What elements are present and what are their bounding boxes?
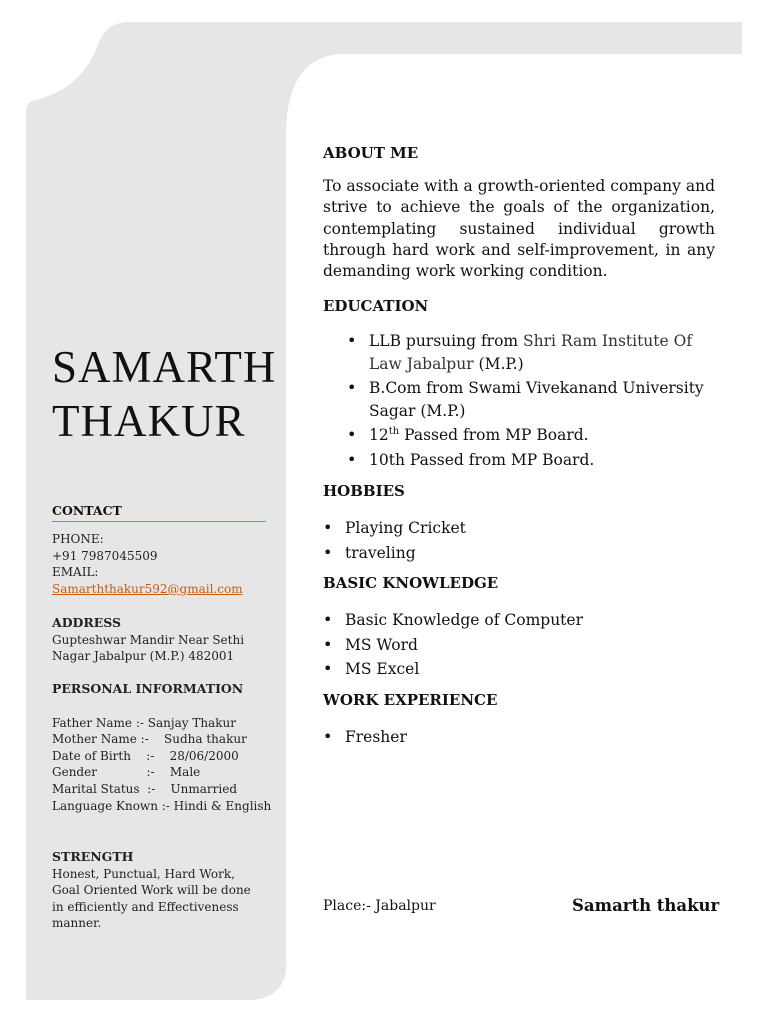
address-line-1: Gupteshwar Mandir Near Sethi (52, 632, 245, 647)
education-heading: EDUCATION (323, 297, 429, 315)
personal-info-value: Male (169, 765, 201, 780)
name-line-2: THAKUR (52, 396, 246, 446)
personal-info-key: Gender (52, 765, 147, 780)
phone-label: PHONE: (52, 532, 104, 546)
phone-value: +91 7987045509 (52, 548, 158, 563)
address-line-2: Nagar Jabalpur (M.P.) 482001 (52, 649, 235, 664)
hobbies-heading: HOBBIES (323, 482, 405, 500)
personal-info-key: Mother Name (52, 732, 141, 747)
personal-info-sep: :- (147, 781, 171, 796)
personal-info-sep: :- (161, 798, 174, 813)
knowledge-list (345, 608, 715, 682)
hobby-item: • traveling (345, 541, 715, 566)
personal-info-row (52, 715, 267, 732)
personal-info-value: 28/06/2000 (169, 748, 239, 763)
experience-list (345, 725, 715, 750)
personal-info-sep: :- (135, 715, 148, 730)
strength-block (52, 849, 264, 932)
strength-heading: STRENGTH (52, 849, 134, 864)
candidate-name (52, 340, 282, 448)
personal-info-key: Marital Status (52, 781, 148, 796)
education-item: • B.Com from Swami Vivekanand University Sagar (M.P.) (369, 377, 715, 422)
personal-info-key: Language Known (52, 798, 162, 813)
experience-item: • Fresher (345, 725, 715, 750)
education-item: • 12th Passed from MP Board. (369, 424, 715, 447)
address-heading: ADDRESS (52, 615, 122, 630)
contact-block (52, 531, 267, 597)
education-item: • 10th Passed from MP Board. (369, 449, 715, 472)
personal-info-value: Unmarried (170, 781, 238, 796)
email-label: EMAIL: (52, 565, 99, 580)
address-block (52, 615, 267, 665)
personal-info-sep: :- (146, 765, 170, 780)
personal-info-row (52, 748, 267, 765)
personal-info-value: Sudha thakur (164, 732, 247, 747)
footer-signature: Samarth thakur (572, 896, 720, 915)
hobby-item: • Playing Cricket (345, 516, 715, 541)
footer-place: Place:- Jabalpur (323, 898, 436, 914)
knowledge-item: • MS Word (345, 633, 715, 658)
hobbies-list (345, 516, 715, 565)
about-heading: ABOUT ME (323, 144, 419, 162)
knowledge-item: • Basic Knowledge of Computer (345, 608, 715, 633)
knowledge-heading: BASIC KNOWLEDGE (323, 574, 499, 592)
personal-info-row (52, 781, 267, 798)
personal-info-heading: PERSONAL INFORMATION (52, 681, 244, 696)
personal-info-key: Date of Birth (52, 748, 147, 763)
personal-info-key: Father Name (52, 715, 136, 730)
experience-heading: WORK EXPERIENCE (323, 691, 498, 709)
personal-info-list (52, 715, 272, 815)
strength-text: Honest, Punctual, Hard Work, Goal Oriented Work will be done in efficiently and Effectiveness manner. (52, 866, 251, 931)
personal-info-value: Hindi & English (173, 798, 272, 813)
email-link[interactable]: Samarththakur592@gmail.com (52, 581, 243, 596)
personal-info-value: Sanjay Thakur (147, 715, 236, 730)
personal-info-row (52, 764, 267, 781)
education-item: • LLB pursuing from Shri Ram Institute Of Law Jabalpur (M.P.) (369, 330, 715, 375)
personal-info-block (52, 681, 272, 814)
personal-info-row (52, 731, 267, 748)
personal-info-row (52, 798, 272, 815)
knowledge-item: • MS Excel (345, 657, 715, 682)
personal-info-sep: :- (146, 748, 170, 763)
name-line-1: SAMARTH (52, 342, 277, 392)
personal-info-sep: :- (140, 732, 165, 747)
contact-heading: CONTACT (52, 503, 266, 522)
education-list (369, 330, 715, 471)
about-text: To associate with a growth-oriented company and strive to achieve the goals of the organization, contemplating sustained individual growth through hard work and self-improvement, in any demanding work working condition. (323, 177, 715, 281)
